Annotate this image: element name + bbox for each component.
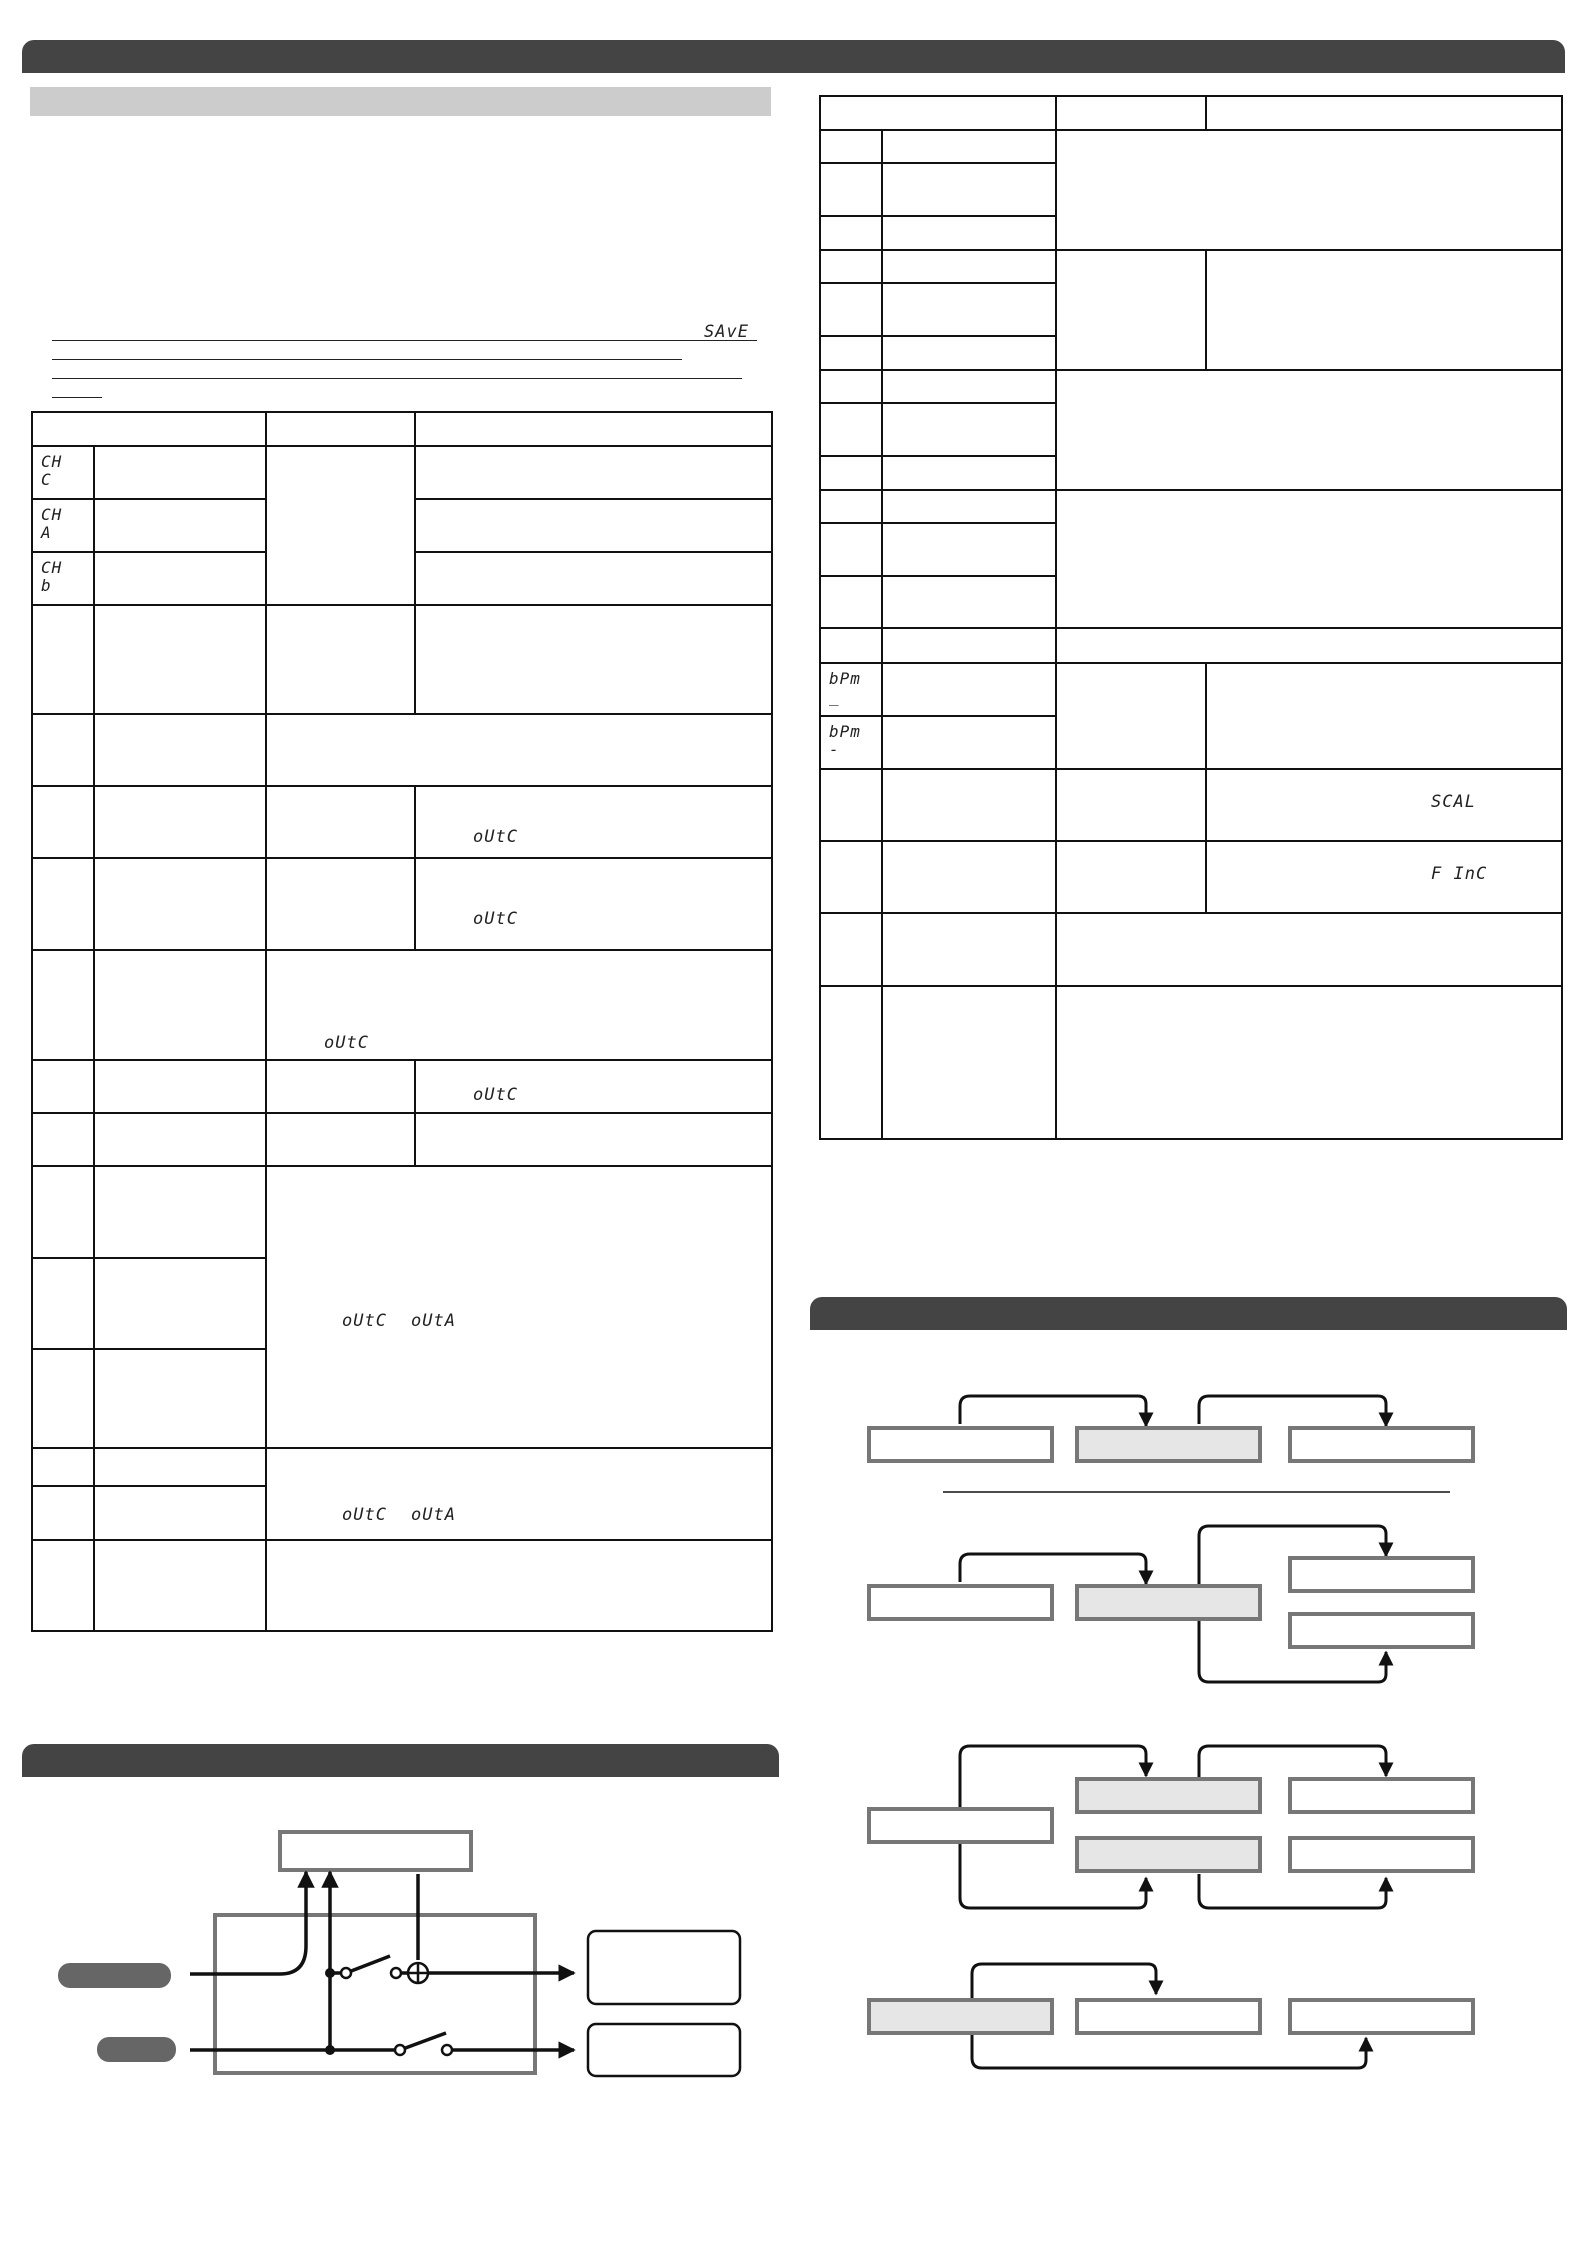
table-cell (820, 403, 882, 456)
summing-junction (408, 1963, 428, 1983)
table-cell (1056, 490, 1562, 628)
table-row (820, 490, 1562, 523)
table-row (32, 786, 772, 858)
flow-box (1290, 1614, 1473, 1647)
table-cell (1206, 769, 1562, 841)
table-cell (820, 283, 882, 336)
output-box-1 (588, 1931, 740, 2004)
flow-section-header (810, 1297, 1567, 1330)
table-cell (266, 786, 415, 858)
table-row (32, 1540, 772, 1631)
right-parameter-table (819, 95, 1563, 1140)
code-cell (820, 663, 882, 716)
table-cell (94, 499, 266, 552)
table-cell (415, 1060, 772, 1113)
table-cell (882, 130, 1056, 163)
save-code: SAvE (704, 322, 749, 342)
processor-box (215, 1915, 535, 2073)
table-cell (32, 1349, 94, 1448)
table-cell (882, 716, 1056, 769)
table-cell (820, 913, 882, 986)
table-cell (882, 283, 1056, 336)
flow-box (1290, 1428, 1473, 1461)
table-cell (882, 986, 1056, 1139)
out-c-code: oUtC (473, 909, 518, 929)
table-cell (882, 216, 1056, 250)
intro-line-2 (52, 359, 682, 360)
flow-diagram-1 (869, 1396, 1473, 1492)
table-cell (882, 403, 1056, 456)
table-cell (266, 446, 415, 605)
flow-box (1290, 1838, 1473, 1871)
wire-input-2 (190, 2033, 574, 2050)
flow-connector (960, 1842, 1146, 1908)
table-row (32, 950, 772, 1060)
table-cell (820, 769, 882, 841)
wire-input-1 (190, 1872, 306, 1974)
table-row (32, 1060, 772, 1113)
ch-b-code: CH b (41, 558, 63, 595)
header-cell (820, 96, 1056, 130)
out-c-code: oUtC (342, 1311, 387, 1331)
top-section-header (22, 40, 1565, 73)
bpm-down-code: bPm - (829, 722, 861, 759)
table-cell (266, 858, 415, 950)
table-row (820, 986, 1562, 1139)
flow-connector (1199, 1526, 1386, 1586)
table-cell (94, 446, 266, 499)
flow-box (869, 1428, 1052, 1461)
table-cell (820, 986, 882, 1139)
header-cell (1056, 96, 1206, 130)
switch-contact (442, 2045, 452, 2055)
table-cell (32, 714, 94, 786)
table-row (820, 663, 1562, 716)
ch-a-code: CH A (41, 505, 63, 542)
code-cell (32, 446, 94, 499)
out-c-code: oUtC (473, 1085, 518, 1105)
table-cell (415, 605, 772, 714)
table-cell (882, 663, 1056, 716)
table-cell (266, 950, 772, 1060)
table-row (32, 1166, 772, 1258)
table-cell (415, 499, 772, 552)
table-cell (32, 858, 94, 950)
flow-box (1290, 2000, 1473, 2033)
out-c-code: oUtC (324, 1033, 369, 1053)
switch-contact (395, 2045, 405, 2055)
subsection-header (30, 87, 771, 116)
junction-dot (325, 2045, 335, 2055)
table-cell (94, 1448, 266, 1486)
switch-contact (391, 1968, 401, 1978)
flow-connector (972, 1964, 1156, 1998)
table-cell (1056, 841, 1206, 913)
table-row (820, 250, 1562, 283)
top-output-box (280, 1832, 471, 1870)
header-cell (266, 412, 415, 446)
table-cell (820, 216, 882, 250)
flow-box (869, 1809, 1052, 1842)
table-cell (820, 336, 882, 370)
table-cell (1056, 769, 1206, 841)
table-cell (820, 490, 882, 523)
flow-box (869, 1586, 1052, 1619)
table-cell (1056, 250, 1206, 370)
table-cell (1056, 663, 1206, 769)
table-cell (32, 1258, 94, 1350)
table-cell (32, 605, 94, 714)
table-row (32, 1448, 772, 1486)
flow-box-highlight (1077, 1428, 1260, 1461)
flow-box-highlight (869, 2000, 1052, 2033)
table-row (32, 714, 772, 786)
input-pill-2 (97, 2037, 176, 2062)
scal-code: SCAL (1431, 792, 1476, 812)
table-row (820, 841, 1562, 913)
intro-line-3 (52, 378, 742, 379)
table-header-row (820, 96, 1562, 130)
flow-connector (960, 1746, 1146, 1810)
table-cell (820, 130, 882, 163)
summing-cross (408, 1963, 428, 1983)
table-cell (882, 576, 1056, 628)
flow-connector (1199, 1620, 1386, 1682)
table-cell (415, 1113, 772, 1166)
flow-diagram-2 (869, 1526, 1473, 1682)
table-cell (1056, 370, 1562, 490)
code-cell (32, 552, 94, 605)
switch-contact (341, 1968, 351, 1978)
table-cell (820, 841, 882, 913)
table-cell (415, 786, 772, 858)
table-cell (94, 1060, 266, 1113)
junction-dot (325, 1968, 335, 1978)
table-cell (266, 1540, 772, 1631)
flow-box-highlight (1077, 1779, 1260, 1812)
table-row (32, 446, 772, 499)
table-cell (32, 1060, 94, 1113)
table-cell (882, 163, 1056, 216)
table-cell (266, 605, 415, 714)
intro-line-4 (52, 397, 102, 398)
flow-connector (960, 1554, 1146, 1584)
table-cell (32, 1486, 94, 1540)
table-cell (882, 370, 1056, 403)
table-cell (882, 523, 1056, 576)
table-row (820, 370, 1562, 403)
table-cell (1056, 913, 1562, 986)
f-inc-code: F InC (1431, 864, 1488, 884)
table-cell (32, 1166, 94, 1258)
table-row (820, 769, 1562, 841)
table-header-row (32, 412, 772, 446)
flow-box (1290, 1779, 1473, 1812)
out-c-code: oUtC (342, 1505, 387, 1525)
flow-diagram-4 (869, 1964, 1473, 2068)
table-cell (1056, 628, 1562, 663)
bpm-up-code: bPm _ (829, 669, 861, 706)
table-cell (94, 858, 266, 950)
flow-connector (1199, 1396, 1386, 1426)
table-cell (94, 950, 266, 1060)
table-cell (1056, 986, 1562, 1139)
table-row (820, 628, 1562, 663)
table-row (820, 130, 1562, 163)
table-cell (1206, 663, 1562, 769)
table-cell (882, 913, 1056, 986)
table-cell (94, 1258, 266, 1350)
flow-connector (972, 2034, 1366, 2068)
wiring-group (58, 1832, 740, 2076)
flow-connector (1199, 1746, 1386, 1778)
table-cell (94, 1166, 266, 1258)
wiring-section-header (22, 1744, 779, 1777)
table-cell (1056, 130, 1562, 250)
table-cell (415, 552, 772, 605)
table-row (32, 858, 772, 950)
table-cell (94, 1349, 266, 1448)
table-cell (94, 552, 266, 605)
table-cell (32, 1113, 94, 1166)
out-a-code: oUtA (411, 1505, 456, 1525)
table-cell (882, 336, 1056, 370)
table-cell (94, 714, 266, 786)
flow-box-highlight (1077, 1586, 1260, 1619)
ch-c-code: CH C (41, 452, 63, 489)
out-a-code: oUtA (411, 1311, 456, 1331)
table-row (32, 605, 772, 714)
code-cell (820, 716, 882, 769)
table-row (820, 913, 1562, 986)
table-cell (32, 1540, 94, 1631)
flow-connector (1199, 1874, 1386, 1908)
table-cell (820, 163, 882, 216)
output-box-2 (588, 2024, 740, 2076)
table-cell (266, 1166, 772, 1448)
input-pill-1 (58, 1963, 171, 1988)
table-cell (820, 628, 882, 663)
code-cell (32, 499, 94, 552)
header-cell (1206, 96, 1562, 130)
table-cell (882, 841, 1056, 913)
header-cell (415, 412, 772, 446)
table-cell (94, 1486, 266, 1540)
left-parameter-table (31, 411, 773, 1632)
wire-output-1 (330, 1956, 574, 1973)
table-cell (415, 858, 772, 950)
table-cell (32, 1448, 94, 1486)
table-cell (266, 1113, 415, 1166)
table-cell (415, 446, 772, 499)
table-cell (820, 370, 882, 403)
table-cell (1206, 250, 1562, 370)
table-cell (882, 769, 1056, 841)
flow-box (1290, 1558, 1473, 1591)
flow-diagram-3 (869, 1746, 1473, 1908)
out-c-code: oUtC (473, 827, 518, 847)
table-cell (820, 456, 882, 490)
intro-line-1 (52, 340, 757, 341)
table-cell (820, 523, 882, 576)
table-cell (1206, 841, 1562, 913)
table-cell (94, 1540, 266, 1631)
table-cell (882, 490, 1056, 523)
flow-box-highlight (1077, 1838, 1260, 1871)
table-cell (820, 250, 882, 283)
table-cell (882, 628, 1056, 663)
table-cell (94, 1113, 266, 1166)
flow-connector (960, 1396, 1146, 1426)
table-cell (32, 786, 94, 858)
table-cell (882, 456, 1056, 490)
table-cell (266, 1448, 772, 1540)
table-cell (820, 576, 882, 628)
table-cell (266, 1060, 415, 1113)
table-cell (882, 250, 1056, 283)
table-cell (94, 605, 266, 714)
header-cell (32, 412, 266, 446)
table-row (32, 1113, 772, 1166)
table-cell (32, 950, 94, 1060)
table-cell (266, 714, 772, 786)
flow-box (1077, 2000, 1260, 2033)
table-cell (94, 786, 266, 858)
